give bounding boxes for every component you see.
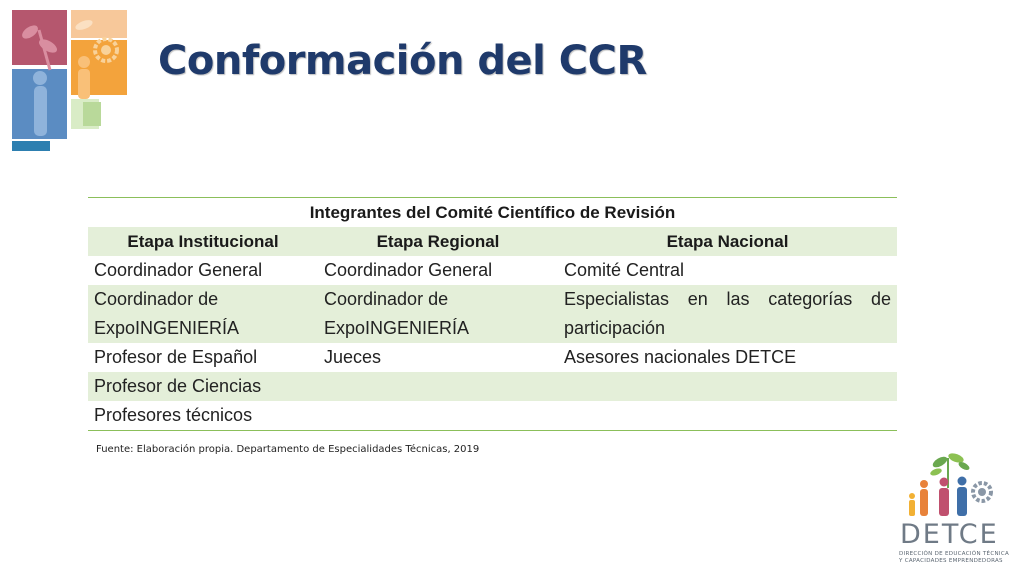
column-header-institucional: Etapa Institucional <box>88 227 318 256</box>
table-cell: Asesores nacionales DETCE <box>564 347 797 367</box>
table-cell <box>558 401 897 431</box>
table-caption-row <box>88 198 897 228</box>
table-cell <box>318 401 558 431</box>
logo-subtitle-line1: DIRECCIÓN DE EDUCACIÓN TÉCNICA <box>899 551 1010 557</box>
logo-subtitle-line2: Y CAPACIDADES EMPRENDEDORAS <box>899 558 1003 564</box>
table-cell <box>318 372 558 401</box>
table-cell: Profesores técnicos <box>88 401 318 431</box>
header-mosaic-graphic <box>12 10 132 152</box>
table-cell: Coordinador de ExpoINGENIERÍA <box>318 285 558 343</box>
members-table <box>88 197 897 431</box>
table-row <box>88 343 897 372</box>
table-caption: Integrantes del Comité Científico de Revisión <box>88 198 897 228</box>
table-cell: Coordinador General <box>94 260 263 280</box>
table-cell: Coordinador de ExpoINGENIERÍA <box>88 285 318 343</box>
table-cell: Profesor de Ciencias <box>88 372 318 401</box>
logo-subtitle <box>899 551 1021 565</box>
table-cell <box>558 372 897 401</box>
table-row <box>88 401 897 431</box>
logo-wordmark: DETCE <box>900 519 999 550</box>
table-cell: Jueces <box>324 347 382 367</box>
detce-logo-icon <box>896 448 1018 520</box>
table-cell: Coordinador General <box>324 260 493 280</box>
table-cell: Especialistas en las categorías de participación <box>558 285 897 343</box>
table-row <box>88 256 897 285</box>
source-note: Fuente: Elaboración propia. Departamento de Especialidades Técnicas, 2019 <box>96 444 480 455</box>
column-header-nacional: Etapa Nacional <box>558 227 897 256</box>
mosaic-illustration <box>12 10 132 152</box>
table-row <box>88 285 897 343</box>
table-row <box>88 372 897 401</box>
slide-title: Conformación del CCR <box>158 38 647 84</box>
table-cell: Profesor de Español <box>94 347 258 367</box>
column-header-regional: Etapa Regional <box>318 227 558 256</box>
table-cell: Comité Central <box>564 260 685 280</box>
table-header-row <box>88 227 897 256</box>
members-table-container <box>88 197 897 431</box>
